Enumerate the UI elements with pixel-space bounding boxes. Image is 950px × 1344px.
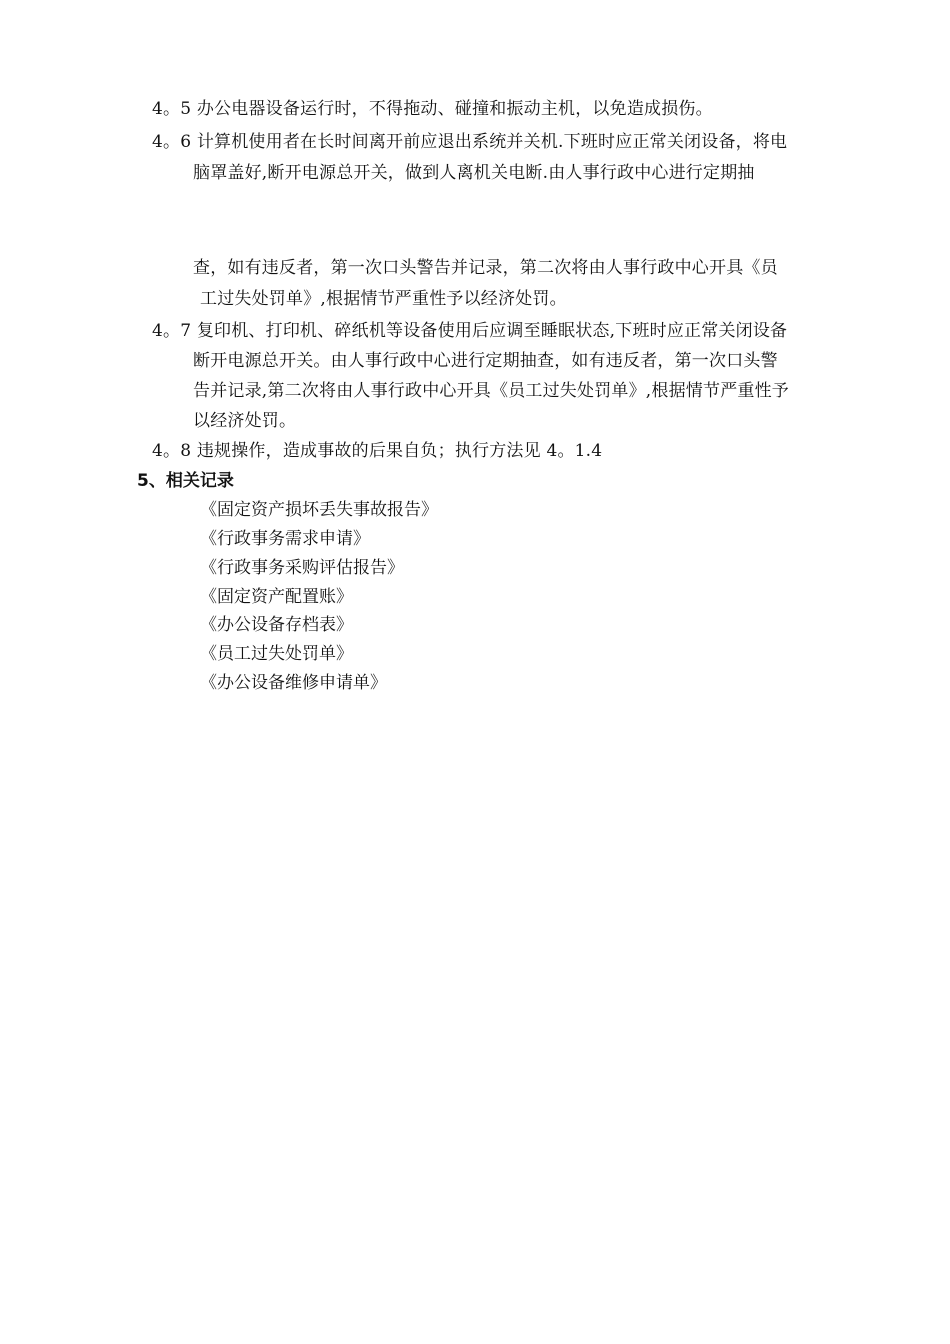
item-4-7-line-4: 以经济处罚。 (193, 411, 297, 431)
item-4-5-line-1: 4。5 办公电器设备运行时，不得拖动、碰撞和振动主机，以免造成损伤。 (152, 99, 713, 119)
record-item: 《办公设备维修申请单》 (200, 673, 387, 693)
section-5-heading: 5、相关记录 (137, 471, 234, 491)
item-4-7-line-2: 断开电源总开关。由人事行政中心进行定期抽查，如有违反者，第一次口头警 (193, 351, 778, 371)
item-4-7-line-3: 告并记录,第二次将由人事行政中心开具《员工过失处罚单》,根据情节严重性予 (193, 381, 790, 401)
record-item: 《行政事务需求申请》 (200, 529, 370, 549)
item-4-6-line-3: 查，如有违反者，第一次口头警告并记录，第二次将由人事行政中心开具《员 (193, 258, 778, 278)
item-4-8-line-1: 4。8 违规操作，造成事故的后果自负；执行方法见 4。1.4 (152, 441, 603, 461)
item-4-6-line-2: 脑罩盖好,断开电源总开关，做到人离机关电断.由人事行政中心进行定期抽 (193, 163, 755, 183)
record-item: 《固定资产配置账》 (200, 587, 353, 607)
item-4-6-line-1: 4。6 计算机使用者在长时间离开前应退出系统并关机.下班时应正常关闭设备，将电 (152, 132, 788, 152)
record-item: 《固定资产损坏丢失事故报告》 (200, 500, 438, 520)
record-item: 《员工过失处罚单》 (200, 644, 353, 664)
record-item: 《办公设备存档表》 (200, 615, 353, 635)
item-4-7-line-1: 4。7 复印机、打印机、碎纸机等设备使用后应调至睡眠状态,下班时应正常关闭设备 (152, 321, 788, 341)
record-item: 《行政事务采购评估报告》 (200, 558, 404, 578)
item-4-6-line-4: 工过失处罚单》,根据情节严重性予以经济处罚。 (200, 289, 567, 309)
